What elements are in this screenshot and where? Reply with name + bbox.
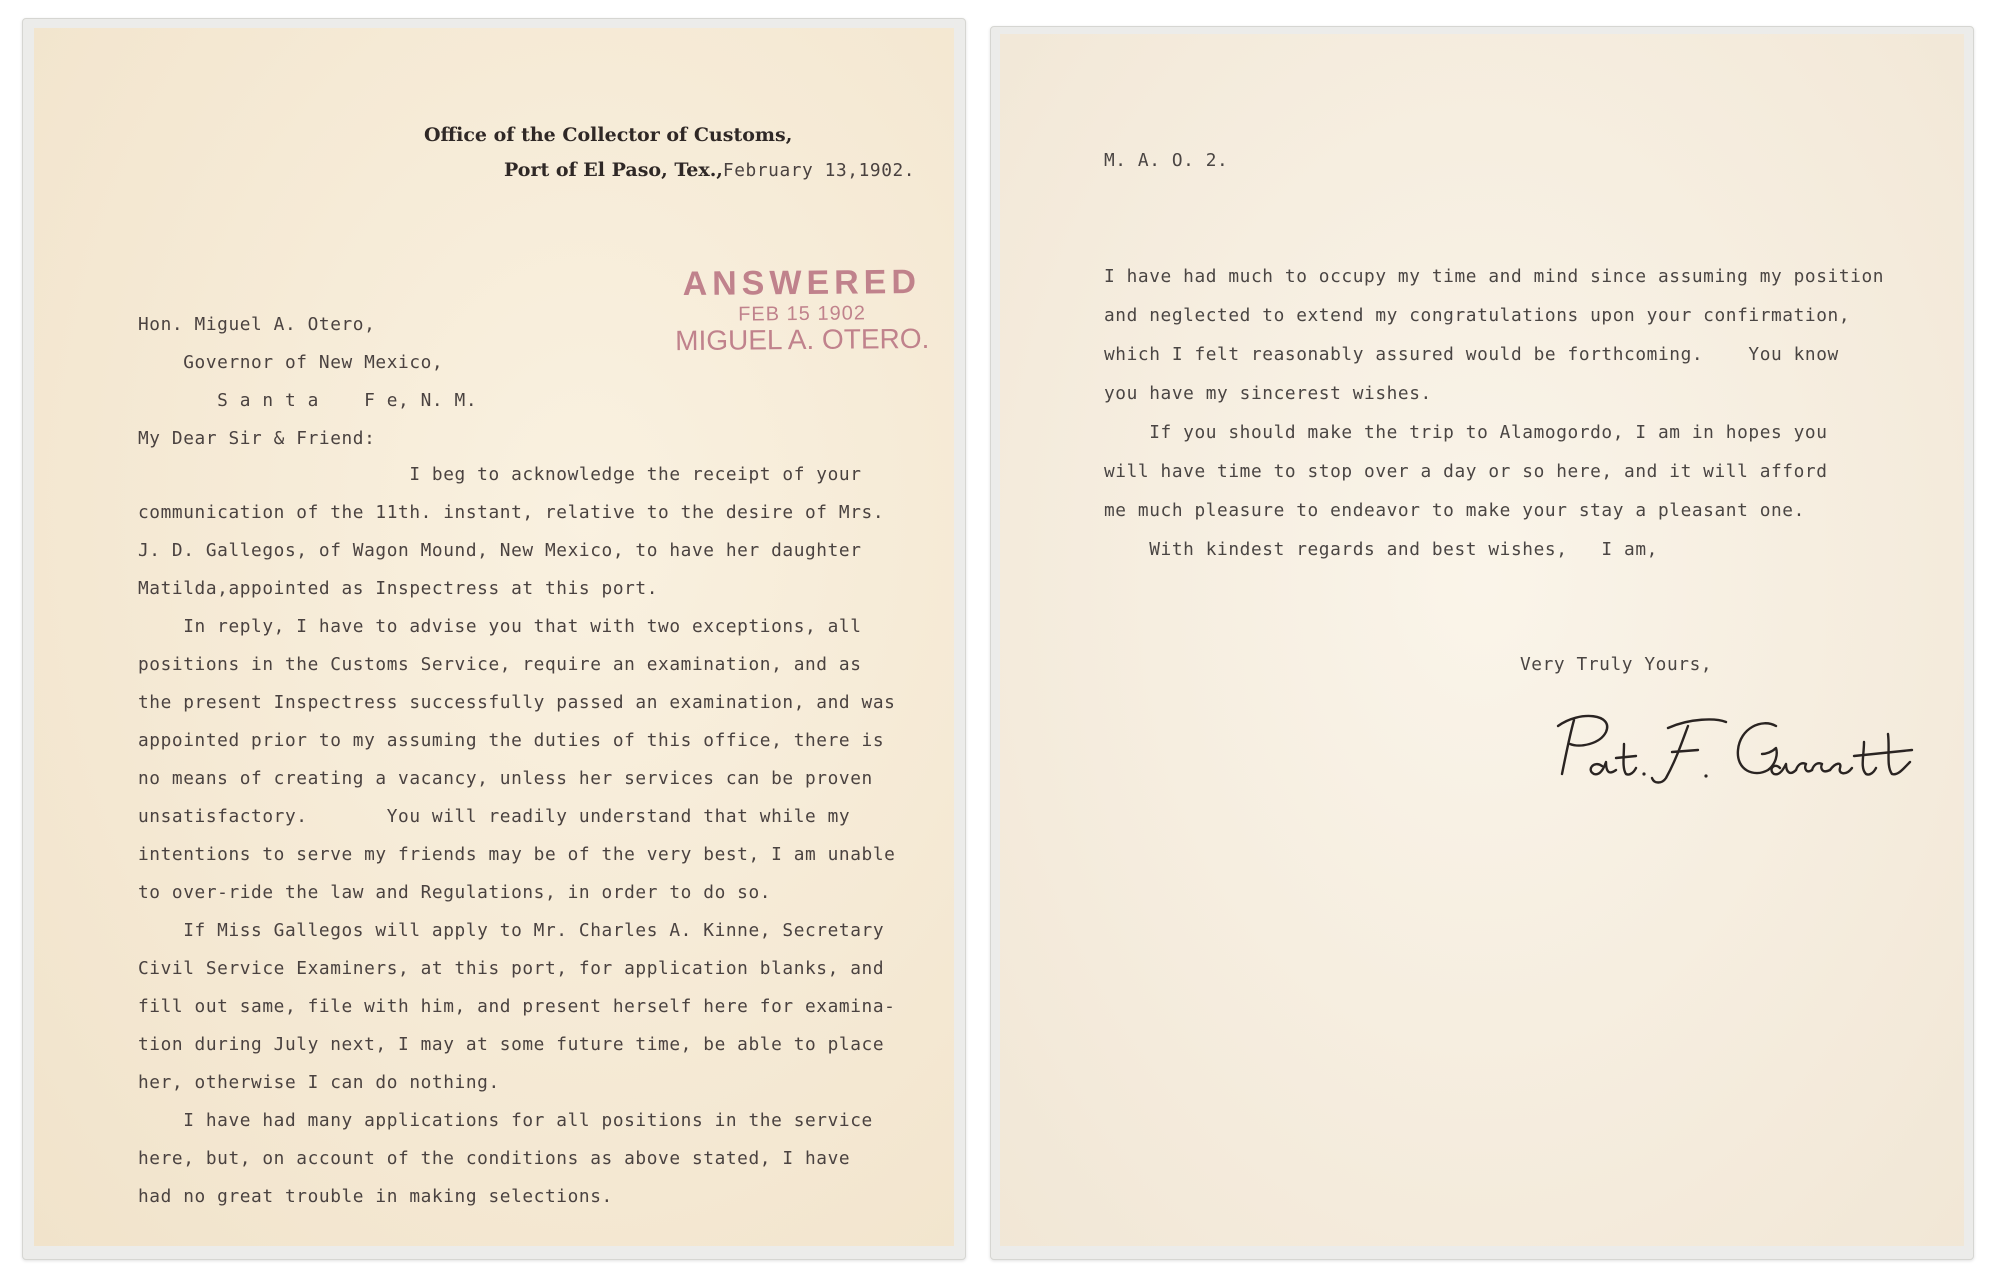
body-line: fill out same, file with him, and present herself here for examina- xyxy=(138,996,896,1017)
signature-pat-f-garrett-icon xyxy=(1540,704,1930,794)
body-line: I have had many applications for all positions in the service xyxy=(138,1110,873,1131)
letterhead-port: Port of El Paso, Tex., xyxy=(504,159,723,181)
stamp-name: MIGUEL A. OTERO. xyxy=(675,322,930,357)
address-line: Governor of New Mexico, xyxy=(138,352,444,373)
body-line: appointed prior to my assuming the duties of this office, there is xyxy=(138,730,885,751)
body-line: you have my sincerest wishes. xyxy=(1104,383,1432,404)
body-line: I have had much to occupy my time and mind since assuming my position xyxy=(1104,266,1885,287)
body-line: tion during July next, I may at some future time, be able to place xyxy=(138,1034,885,1055)
body-line: Matilda,appointed as Inspectress at this port. xyxy=(138,578,659,599)
body-line: J. D. Gallegos, of Wagon Mound, New Mexico, to have her daughter xyxy=(138,540,862,561)
body-line: intentions to serve my friends may be of the very best, I am unable xyxy=(138,844,896,865)
body-line: will have time to stop over a day or so here, and it will afford xyxy=(1104,461,1828,482)
body-line: communication of the 11th. instant, relative to the desire of Mrs. xyxy=(138,502,885,523)
letterhead-office: Office of the Collector of Customs, xyxy=(424,124,793,146)
body-line: had no great trouble in making selections. xyxy=(138,1186,613,1207)
body-line: With kindest regards and best wishes, I am, xyxy=(1104,539,1658,560)
body-line: Civil Service Examiners, at this port, for application blanks, and xyxy=(138,958,885,979)
salutation: My Dear Sir & Friend: xyxy=(138,428,376,449)
stamp-answered: ANSWERED xyxy=(682,262,922,304)
body-line: If Miss Gallegos will apply to Mr. Charles A. Kinne, Secretary xyxy=(138,920,885,941)
closing: Very Truly Yours, xyxy=(1520,654,1713,675)
body-line: which I felt reasonably assured would be forthcoming. You know xyxy=(1104,344,1839,365)
body-line: no means of creating a vacancy, unless her services can be proven xyxy=(138,768,873,789)
body-line: and neglected to extend my congratulations upon your confirmation, xyxy=(1104,305,1851,326)
address-line: Hon. Miguel A. Otero, xyxy=(138,314,376,335)
body-line: unsatisfactory. You will readily understand that while my xyxy=(138,806,851,827)
body-line: to over-ride the law and Regulations, in order to do so. xyxy=(138,882,772,903)
address-line: S a n t a F e, N. M. xyxy=(138,390,478,411)
signature xyxy=(1540,704,1930,798)
body-line: her, otherwise I can do nothing. xyxy=(138,1072,500,1093)
letterhead-port-line xyxy=(504,159,915,181)
answered-stamp xyxy=(662,263,943,357)
body-line: If you should make the trip to Alamogordo, I am in hopes you xyxy=(1104,422,1828,443)
page-initials: M. A. O. 2. xyxy=(1104,150,1229,171)
letter-page-2 xyxy=(1000,34,1964,1246)
body-line: positions in the Customs Service, require an examination, and as xyxy=(138,654,862,675)
body-line: I beg to acknowledge the receipt of your xyxy=(138,464,862,485)
stamp-date: FEB 15 1902 xyxy=(738,302,867,326)
body-line: In reply, I have to advise you that with two exceptions, all xyxy=(138,616,862,637)
body-line: me much pleasure to endeavor to make your stay a pleasant one. xyxy=(1104,500,1805,521)
letter-page-1 xyxy=(34,28,954,1246)
body-line: here, but, on account of the conditions as above stated, I have xyxy=(138,1148,851,1169)
body-line: the present Inspectress successfully passed an examination, and was xyxy=(138,692,896,713)
letter-date: February 13,1902. xyxy=(722,160,916,181)
